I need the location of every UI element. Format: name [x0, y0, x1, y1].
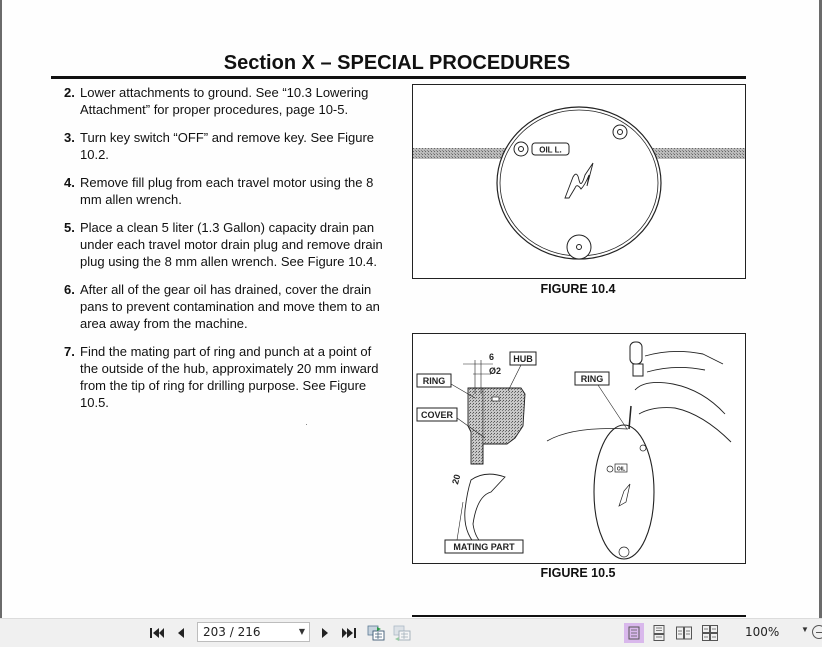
continuous-page-icon — [653, 625, 665, 641]
step-text: Find the mating part of ring and punch at a point of the outside of the hub, approximately 20 mm inward from the tip of ring for drilling purpose. See Figure 10.5. — [80, 344, 379, 410]
previous-view-icon — [367, 625, 385, 641]
last-page-button[interactable] — [341, 624, 357, 642]
two-page-icon — [676, 626, 692, 640]
previous-view-button[interactable] — [367, 624, 385, 642]
ring-punch-diagram — [413, 334, 745, 563]
svg-text:RING: RING — [422, 376, 446, 386]
step-text: Turn key switch “OFF” and remove key. See Figure 10.2. — [80, 130, 375, 162]
step-number: 4. — [64, 175, 75, 190]
pdf-toolbar — [0, 618, 822, 647]
svg-text:20: 20 — [450, 473, 463, 486]
step-number: 3. — [64, 130, 75, 145]
step-item — [64, 129, 388, 163]
zoom-level-value[interactable]: 100% — [745, 625, 780, 639]
step-text: Place a clean 5 liter (1.3 Gallon) capacity drain pan under each travel motor drain plug and remove drain plug using the 8 mm allen wrench. See Figure 10.4. — [80, 220, 383, 269]
step-text: After all of the gear oil has drained, cover the drain pans to prevent contamination and move them to an area away from the machine. — [80, 282, 380, 331]
figure-10-4-caption: FIGURE 10.4 — [540, 282, 616, 296]
step-item — [64, 343, 388, 411]
step-number: 5. — [64, 220, 75, 235]
procedure-steps — [64, 84, 388, 422]
single-page-icon — [628, 626, 640, 640]
two-page-view-button[interactable] — [675, 624, 693, 642]
title-rule — [51, 76, 746, 79]
next-page-button[interactable] — [319, 624, 331, 642]
first-page-icon — [150, 627, 164, 639]
step-item — [64, 174, 388, 208]
dropdown-caret-icon: ▼ — [298, 627, 305, 636]
two-page-continuous-icon — [702, 625, 718, 641]
svg-text:OIL: OIL — [616, 466, 626, 473]
step-number: 6. — [64, 282, 75, 297]
drain-plug-diagram — [413, 85, 745, 278]
last-page-icon — [342, 627, 356, 639]
svg-text:6: 6 — [489, 352, 495, 362]
zoom-out-icon[interactable] — [812, 625, 822, 639]
figure-10-5 — [412, 333, 746, 564]
section-title: Section X – SPECIAL PROCEDURES — [223, 52, 571, 74]
page-border-left — [0, 0, 2, 618]
page-speck — [306, 424, 307, 425]
single-page-view-button[interactable] — [624, 623, 644, 643]
first-page-button[interactable] — [149, 624, 165, 642]
svg-text:OIL L.: OIL L. — [539, 145, 562, 155]
svg-text:HUB: HUB — [513, 354, 533, 364]
next-view-button[interactable] — [393, 624, 411, 642]
page-number-value: 203 / 216 — [203, 625, 261, 639]
next-page-icon — [321, 627, 329, 639]
next-view-icon — [393, 625, 411, 641]
svg-text:RING: RING — [580, 374, 604, 384]
continuous-view-button[interactable] — [650, 624, 668, 642]
step-number: 2. — [64, 85, 75, 100]
figure-10-4 — [412, 84, 746, 279]
step-item — [64, 219, 388, 270]
two-page-continuous-view-button[interactable] — [701, 624, 719, 642]
step-item — [64, 281, 388, 332]
step-item — [64, 84, 388, 118]
svg-text:MATING PART: MATING PART — [453, 542, 515, 552]
figure-10-5-caption: FIGURE 10.5 — [540, 566, 616, 580]
svg-text:COVER: COVER — [420, 410, 454, 420]
footer-rule — [412, 615, 746, 617]
svg-text:Ø2: Ø2 — [489, 366, 502, 376]
step-text: Lower attachments to ground. See “10.3 Lowering Attachment” for proper procedures, page 10-5. — [80, 85, 369, 117]
zoom-dropdown-icon[interactable]: ▼ — [801, 625, 809, 634]
page-number-select[interactable] — [197, 622, 310, 642]
step-text: Remove fill plug from each travel motor using the 8 mm allen wrench. — [80, 175, 374, 207]
previous-page-button[interactable] — [175, 624, 187, 642]
previous-page-icon — [177, 627, 185, 639]
step-number: 7. — [64, 344, 75, 359]
